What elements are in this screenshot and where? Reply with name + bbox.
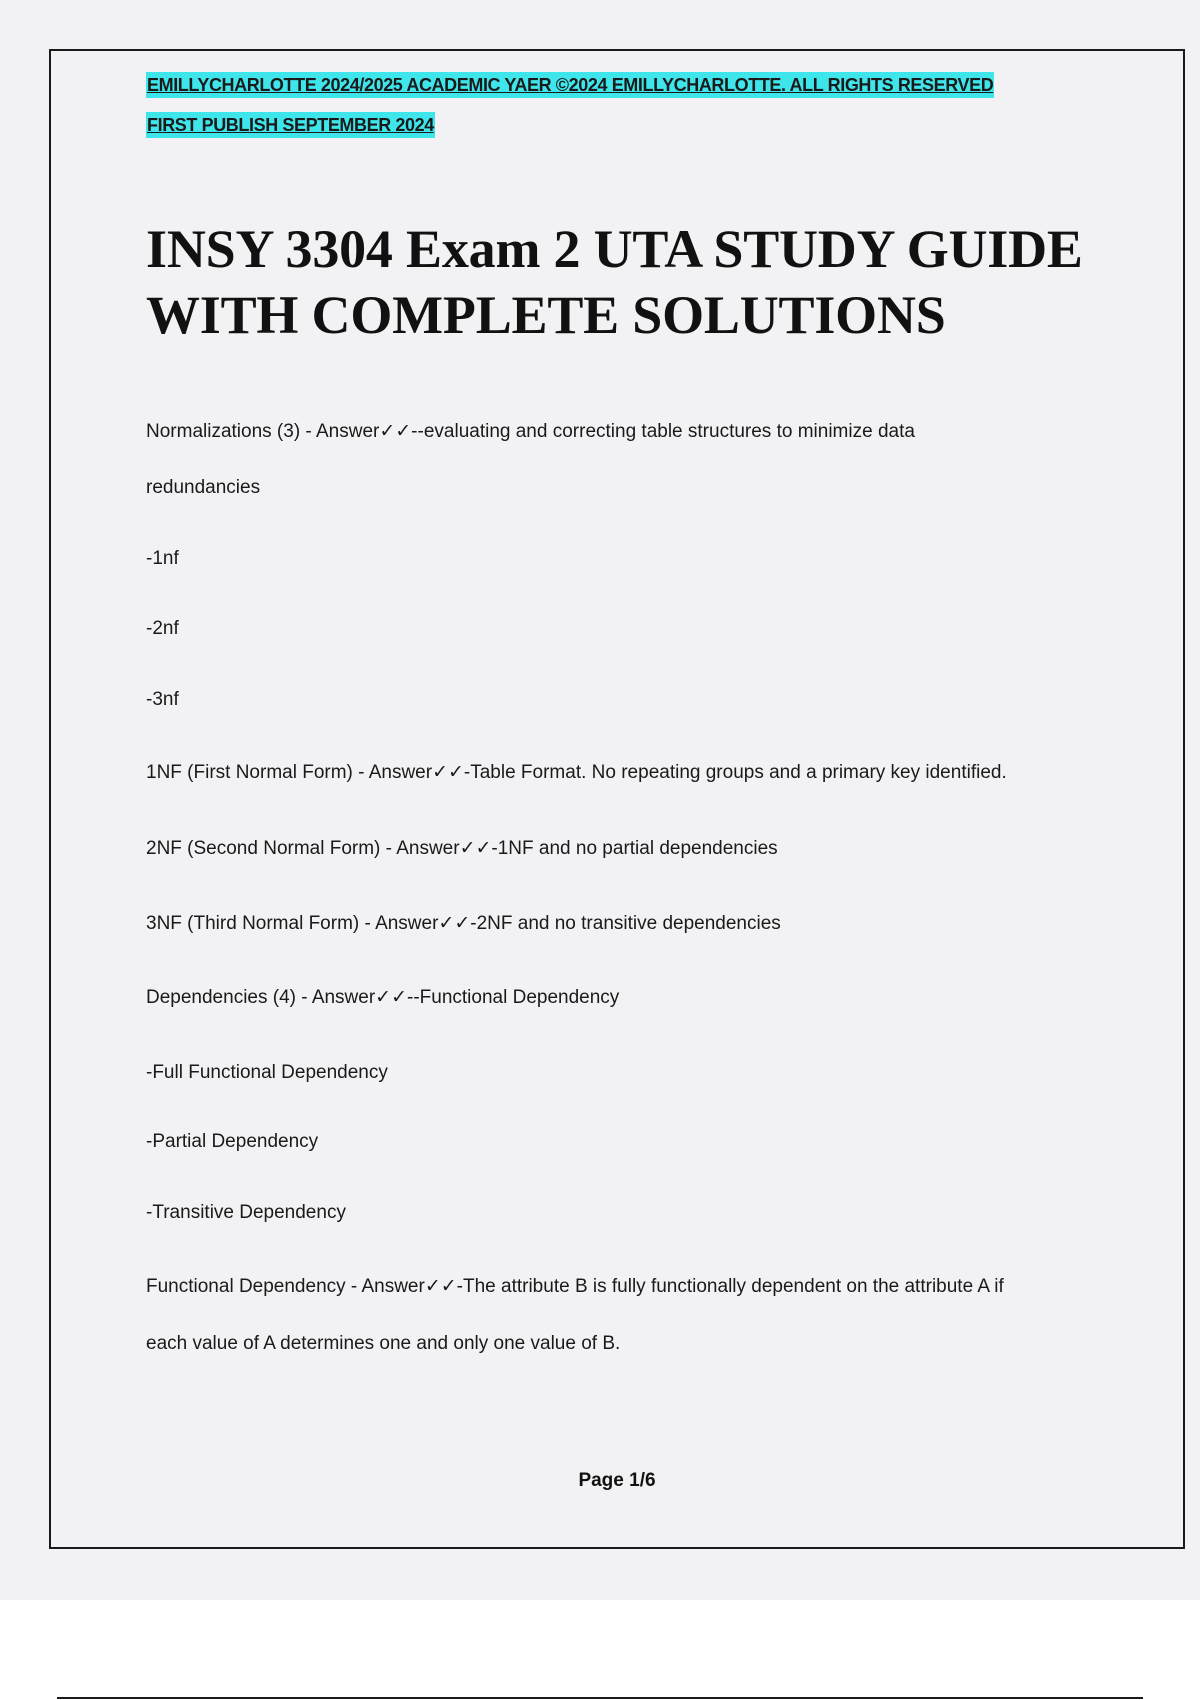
list-item-1nf: -1nf — [146, 548, 179, 569]
document-title — [146, 216, 1136, 348]
publish-date-line: FIRST PUBLISH SEPTEMBER 2024 — [146, 112, 435, 138]
copyright-line: EMILLYCHARLOTTE 2024/2025 ACADEMIC YAER ©2024 EMILLYCHARLOTTE. ALL RIGHTS RESERVED — [146, 72, 994, 98]
copyright-header — [146, 72, 1096, 152]
first-normal-form-answer: 1NF (First Normal Form) - Answer✓✓-Table Format. No repeating groups and a primary key identified. — [146, 762, 1007, 783]
list-item-3nf: -3nf — [146, 689, 179, 710]
functional-dependency-answer: Functional Dependency - Answer✓✓-The attribute B is fully functionally dependent on the attribute A if — [146, 1276, 1004, 1297]
normalizations-question: Normalizations (3) - Answer✓✓--evaluating and correcting table structures to minimize data — [146, 421, 915, 442]
list-item-full-functional-dependency: -Full Functional Dependency — [146, 1062, 388, 1083]
normalizations-question-continued: redundancies — [146, 477, 261, 498]
dependencies-question: Dependencies (4) - Answer✓✓--Functional Dependency — [146, 987, 620, 1008]
title-line-1: INSY 3304 Exam 2 UTA STUDY GUIDE — [146, 219, 1083, 279]
footer-divider — [57, 1697, 1143, 1699]
third-normal-form-answer: 3NF (Third Normal Form) - Answer✓✓-2NF and no transitive dependencies — [146, 913, 781, 934]
functional-dependency-answer-continued: each value of A determines one and only one value of B. — [146, 1333, 621, 1354]
page-number: Page 1/6 — [578, 1470, 656, 1491]
title-line-2: WITH COMPLETE SOLUTIONS — [146, 285, 946, 345]
list-item-partial-dependency: -Partial Dependency — [146, 1131, 319, 1152]
list-item-2nf: -2nf — [146, 618, 179, 639]
list-item-transitive-dependency: -Transitive Dependency — [146, 1202, 346, 1223]
second-normal-form-answer: 2NF (Second Normal Form) - Answer✓✓-1NF and no partial dependencies — [146, 838, 778, 859]
